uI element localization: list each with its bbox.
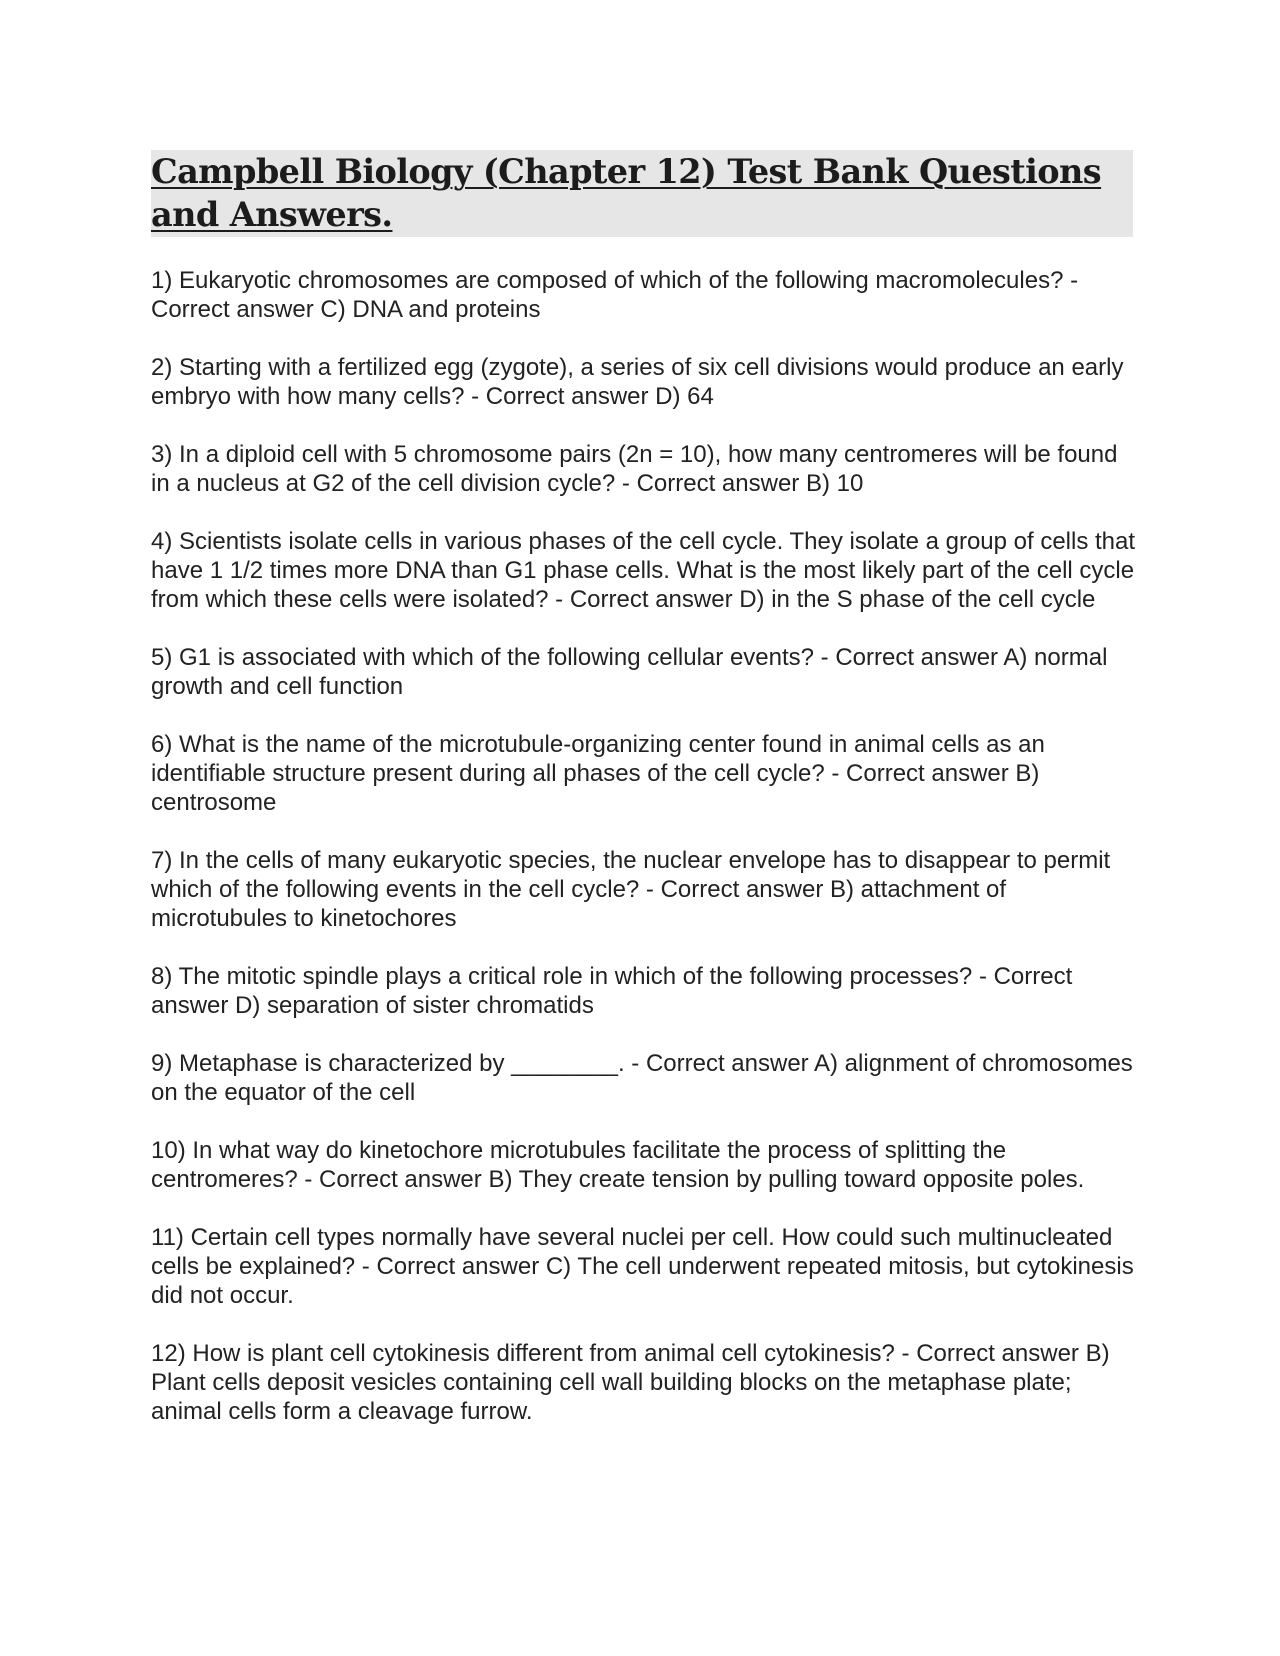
question-item-1: 1) Eukaryotic chromosomes are composed of which of the following macromolecules? - Correct answer C) DNA and proteins	[151, 267, 1079, 323]
question-item-3: 3) In a diploid cell with 5 chromosome pairs (2n = 10), how many centromeres will be found in a nucleus at G2 of the cell division cycle? - Correct answer B) 10	[151, 441, 1118, 497]
document-title: Campbell Biology (Chapter 12) Test Bank Questions and Answers.	[151, 152, 1102, 234]
question-item-5: 5) G1 is associated with which of the following cellular events? - Correct answer A) normal growth and cell function	[151, 644, 1108, 700]
question-item-4: 4) Scientists isolate cells in various phases of the cell cycle. They isolate a group of cells that have 1 1/2 times more DNA than G1 phase cells. What is the most likely part of the cell cycle from which these cells were isolated? - Correct answer D) in the S phase of the cell cycle	[151, 528, 1136, 613]
question-item-6: 6) What is the name of the microtubule-organizing center found in animal cells as an identifiable structure present during all phases of the cell cycle? - Correct answer B) centrosome	[151, 731, 1045, 816]
question-item-11: 11) Certain cell types normally have several nuclei per cell. How could such multinucleated cells be explained? - Correct answer C) The cell underwent repeated mitosis, but cytokinesis did not occur.	[151, 1224, 1134, 1309]
question-item-9: 9) Metaphase is characterized by ________. - Correct answer A) alignment of chromosomes on the equator of the cell	[151, 1050, 1133, 1106]
question-item-12: 12) How is plant cell cytokinesis different from animal cell cytokinesis? - Correct answer B) Plant cells deposit vesicles containing cell wall building blocks on the metaphase plate; animal cells form a cleavage furrow.	[151, 1340, 1110, 1425]
question-item-8: 8) The mitotic spindle plays a critical role in which of the following processes? - Correct answer D) separation of sister chromatids	[151, 963, 1073, 1019]
question-item-7: 7) In the cells of many eukaryotic species, the nuclear envelope has to disappear to permit which of the following events in the cell cycle? - Correct answer B) attachment of microtubules to kinetochores	[151, 847, 1111, 932]
question-item-2: 2) Starting with a fertilized egg (zygote), a series of six cell divisions would produce an early embryo with how many cells? - Correct answer D) 64	[151, 354, 1124, 410]
question-item-10: 10) In what way do kinetochore microtubules facilitate the process of splitting the centromeres? - Correct answer B) They create tension by pulling toward opposite poles.	[151, 1137, 1085, 1193]
title-block	[151, 150, 1133, 237]
question-list	[151, 266, 1141, 1455]
